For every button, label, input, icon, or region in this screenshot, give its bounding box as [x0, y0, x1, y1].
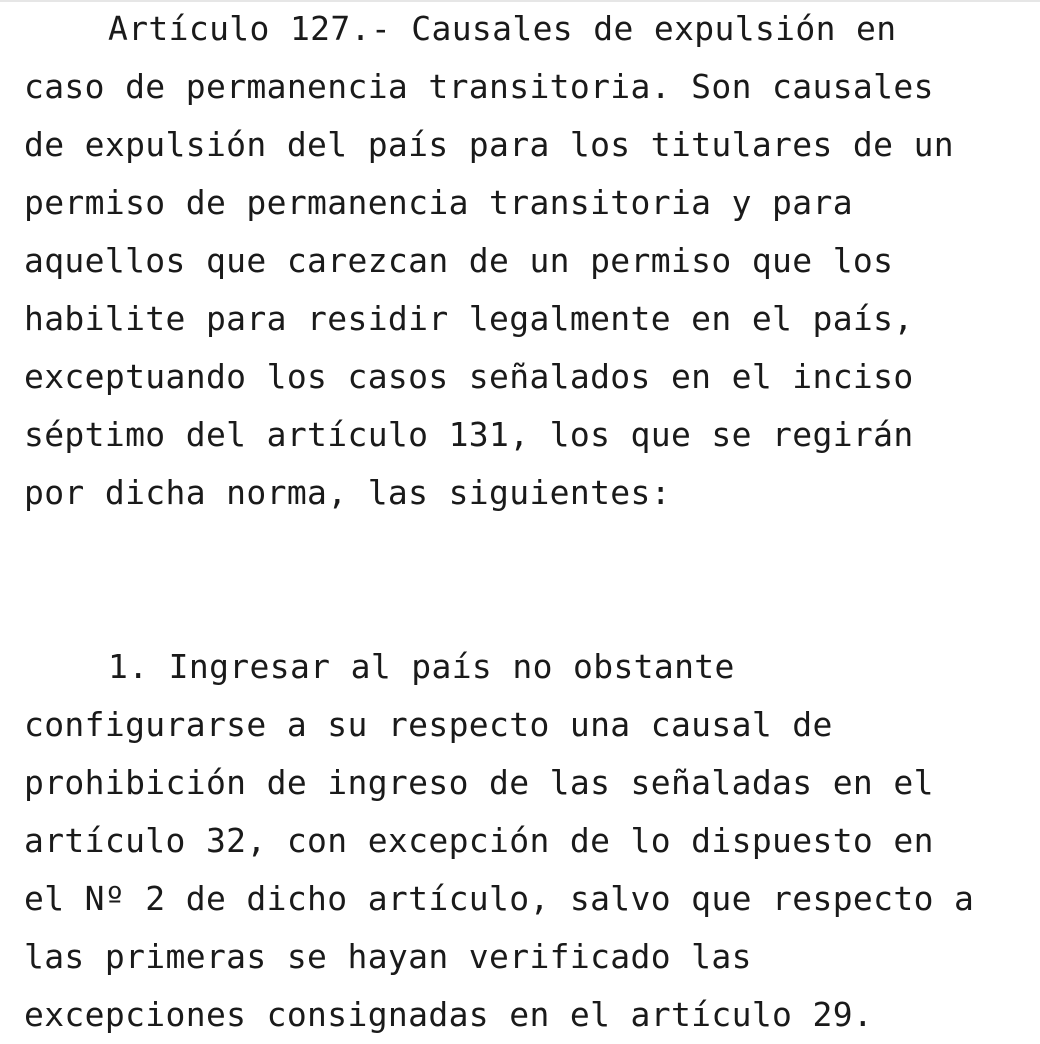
paragraph-line: exceptuando los casos señalados en el inciso [24, 357, 914, 396]
article-heading-line: Artículo 127.- Causales de expulsión en [108, 9, 897, 48]
list-item-1 [24, 638, 1034, 1044]
document-body [24, 0, 1034, 1044]
article-paragraph [24, 0, 1034, 522]
paragraph-line: aquellos que carezcan de un permiso que los [24, 241, 894, 280]
paragraph-line: séptimo del artículo 131, los que se regirán [24, 415, 914, 454]
paragraph-line: de expulsión del país para los titulares de un [24, 125, 955, 164]
list-item-line: artículo 32, con excepción de lo dispuesto en [24, 821, 934, 860]
paragraph-line: por dicha norma, las siguientes: [24, 473, 671, 512]
list-item-line: el Nº 2 de dicho artículo, salvo que respecto a [24, 879, 975, 918]
paragraph-line: habilite para residir legalmente en el país, [24, 299, 914, 338]
paragraph-line: permiso de permanencia transitoria y para [24, 183, 853, 222]
list-item-first-line: 1. Ingresar al país no obstante [108, 647, 735, 686]
list-item-line: prohibición de ingreso de las señaladas en el [24, 763, 934, 802]
paragraph-spacer [24, 522, 1034, 638]
list-item-line: las primeras se hayan verificado las [24, 937, 752, 976]
list-item-line: excepciones consignadas en el artículo 29. [24, 995, 874, 1034]
list-item-line: configurarse a su respecto una causal de [24, 705, 833, 744]
paragraph-line: caso de permanencia transitoria. Son causales [24, 67, 934, 106]
